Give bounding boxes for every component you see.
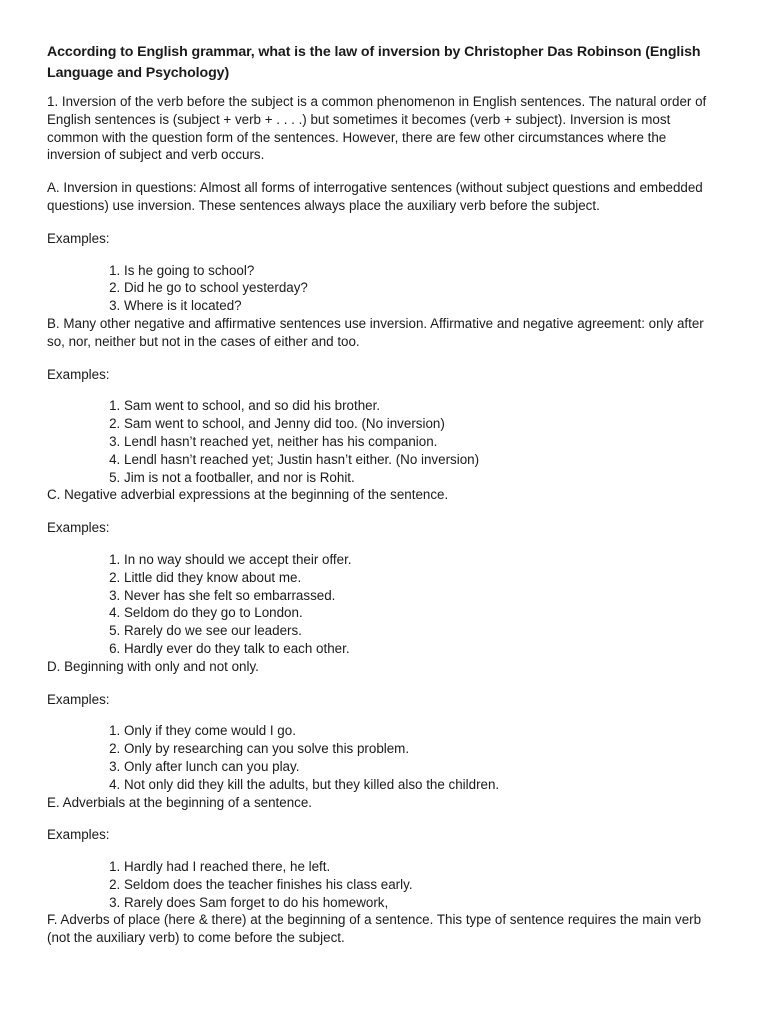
- section-b-list: [47, 397, 723, 486]
- section-e-examples-label: Examples:: [47, 827, 110, 843]
- section-f-paragraph: F. Adverbs of place (here & there) at the beginning of a sentence. This type of sentence requires the main verb (not the auxiliary verb) to come before the subject.: [47, 912, 702, 946]
- section-a-list: [47, 262, 723, 315]
- list-item: 1. Hardly had I reached there, he left.: [124, 858, 723, 876]
- list-item: 4. Seldom do they go to London.: [124, 604, 723, 622]
- list-item: 3. Only after lunch can you play.: [124, 758, 723, 776]
- list-item: 1. In no way should we accept their offer.: [124, 551, 723, 569]
- list-item: 2. Seldom does the teacher finishes his class early.: [124, 876, 723, 894]
- section-d-list: [47, 722, 723, 793]
- section-c-list: [47, 551, 723, 658]
- list-item: 3. Where is it located?: [124, 297, 723, 315]
- list-item: 5. Jim is not a footballer, and nor is Rohit.: [124, 469, 723, 487]
- section-a-heading: A. Inversion in questions: Almost all forms of interrogative sentences (without subject questions and embedded questions) use inversion. These sentences always place the auxiliary verb before the subject.: [47, 180, 703, 213]
- list-item: 2. Little did they know about me.: [124, 569, 723, 587]
- document-page: [47, 42, 723, 947]
- document-title: According to English grammar, what is the law of inversion by Christopher Das Robinson (English Language and Psychology): [47, 44, 701, 81]
- list-item: 3. Never has she felt so embarrassed.: [124, 587, 723, 605]
- list-item: 2. Did he go to school yesterday?: [124, 279, 723, 297]
- list-item: 4. Not only did they kill the adults, but they killed also the children.: [124, 776, 723, 794]
- section-c-examples-label: Examples:: [47, 520, 110, 536]
- intro-paragraph: 1. Inversion of the verb before the subject is a common phenomenon in English sentences. The natural order of English sentences is (subject + verb + . . . .) but sometimes it becomes (verb + subject). Inversion is most common with the question form of the sentences. However, there are few other circumstances where the inversion of subject and verb occurs.: [47, 94, 707, 163]
- list-item: 3. Rarely does Sam forget to do his homework,: [124, 894, 723, 912]
- list-item: 1. Sam went to school, and so did his brother.: [124, 397, 723, 415]
- list-item: 4. Lendl hasn’t reached yet; Justin hasn’t either. (No inversion): [124, 451, 723, 469]
- section-b-examples-label: Examples:: [47, 366, 110, 382]
- list-item: 2. Sam went to school, and Jenny did too. (No inversion): [124, 415, 723, 433]
- list-item: 2. Only by researching can you solve this problem.: [124, 740, 723, 758]
- section-a-examples-label: Examples:: [47, 230, 110, 246]
- list-item: 6. Hardly ever do they talk to each other.: [124, 640, 723, 658]
- section-d-heading: D. Beginning with only and not only.: [47, 658, 259, 674]
- list-item: 1. Is he going to school?: [124, 262, 723, 280]
- list-item: 3. Lendl hasn’t reached yet, neither has his companion.: [124, 433, 723, 451]
- section-d-examples-label: Examples:: [47, 691, 110, 707]
- section-c-heading: C. Negative adverbial expressions at the beginning of the sentence.: [47, 487, 449, 503]
- section-e-heading: E. Adverbials at the beginning of a sentence.: [47, 794, 313, 810]
- list-item: 5. Rarely do we see our leaders.: [124, 622, 723, 640]
- section-b-heading: B. Many other negative and affirmative sentences use inversion. Affirmative and negative agreement: only after so, nor, neither but not in the cases of either and too.: [47, 315, 704, 349]
- list-item: 1. Only if they come would I go.: [124, 722, 723, 740]
- section-e-list: [47, 858, 723, 911]
